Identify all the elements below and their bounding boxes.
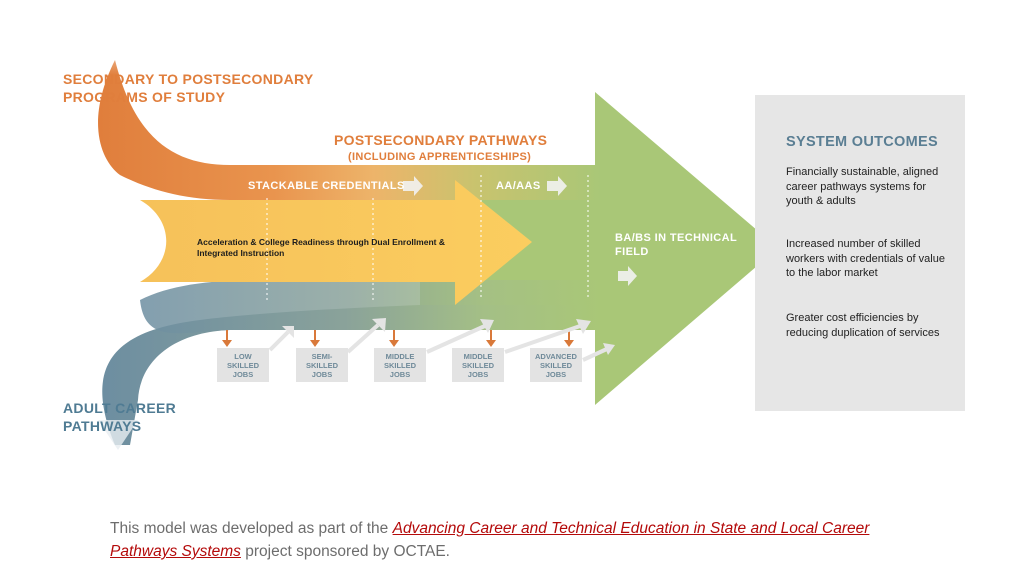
stackable-credentials-label: STACKABLE CREDENTIALS [248,180,405,192]
job-box-low-skilled [217,348,269,382]
caption-link[interactable]: Advancing Career and Technical Education in State and Local Career Pathways Systems [110,520,870,560]
job-line: LOW [234,352,252,361]
job-line: MIDDLE [463,352,493,361]
job-line: JOBS [467,370,489,379]
job-line: JOBS [311,370,333,379]
blue-fill [140,280,600,333]
job-line: SKILLED [383,361,417,370]
acceleration-label-line2: Integrated Instruction [197,248,285,258]
caption-prefix: This model was developed as part of the [110,520,393,537]
job-line: SKILLED [226,361,260,370]
acceleration-label [197,237,445,259]
adult-career-label-line2: PATHWAYS [63,418,142,434]
outcome-item: Increased number of skilled workers with credentials of value to the labor market [786,238,945,279]
job-line: SKILLED [539,361,573,370]
secondary-label-line1: SECONDARY TO POSTSECONDARY [63,71,314,87]
job-box-middle-skilled-2 [452,348,504,382]
job-line: ADVANCED [535,352,577,361]
caption-suffix: project sponsored by OCTAE. [240,543,450,560]
system-outcomes-panel [755,95,965,411]
postsecondary-subtitle: (INCLUDING APPRENTICESHIPS) [348,151,532,163]
system-outcomes-title: SYSTEM OUTCOMES [786,134,938,150]
secondary-label [63,70,314,106]
ba-bs-label-line1: BA/BS IN TECHNICAL [615,232,738,244]
ba-bs-label-line2: FIELD [615,246,649,258]
job-line: JOBS [389,370,411,379]
job-line: SKILLED [461,361,495,370]
adult-career-label-line1: ADULT CAREER [63,400,177,416]
job-line: SEMI- [311,352,333,361]
aa-aas-label: AA/AAS [496,180,541,192]
job-line: JOBS [545,370,567,379]
ba-bs-label [615,231,737,259]
job-box-semi-skilled [296,348,348,382]
caption [110,517,930,563]
acceleration-label-line1: Acceleration & College Readiness through Dual Enrollment & [197,237,445,247]
job-line: SKILLED [305,361,339,370]
postsecondary-title: POSTSECONDARY PATHWAYS [334,132,548,148]
outcome-item: Greater cost efficiencies by reducing duplication of services [786,312,940,339]
adult-career-label [63,399,176,435]
job-box-advanced-skilled [530,348,582,382]
outcome-item: Financially sustainable, aligned career pathways systems for youth & adults [786,166,939,207]
secondary-label-line2: PROGRAMS OF STUDY [63,89,226,105]
job-line: MIDDLE [385,352,415,361]
job-line: JOBS [232,370,254,379]
job-box-middle-skilled-1 [374,348,426,382]
